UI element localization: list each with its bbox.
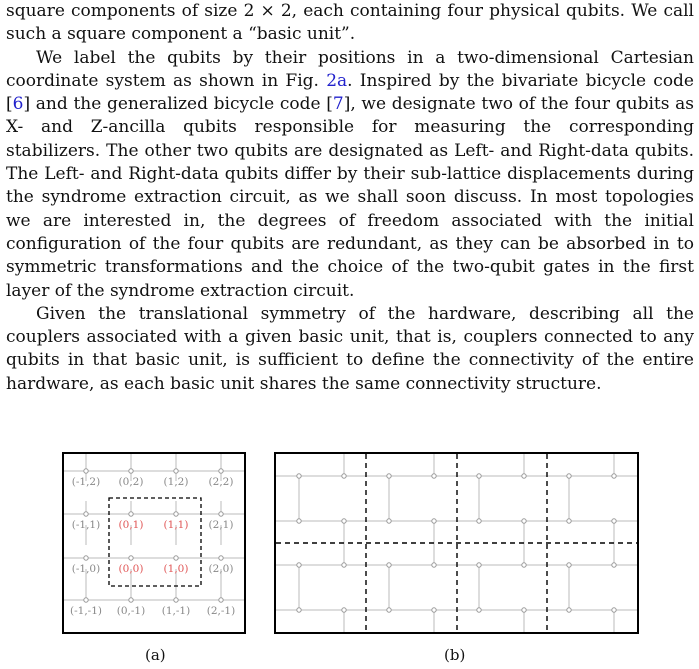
qubit-node [342, 608, 346, 612]
qubit-node [129, 598, 133, 602]
qubit-node [477, 608, 481, 612]
paragraph [6, 0, 694, 47]
text-run: Given the translational symmetry of the hardware, describing all the couplers associated with a given basic unit, that is, couplers connected to any qubits in that basic unit, is sufficient to define the connectivity of the entire hardware, as each basic unit shares the same connectivity structure. [6, 303, 694, 394]
qubit-node [297, 563, 301, 567]
qubit-node [432, 608, 436, 612]
qubit-node [129, 469, 133, 473]
qubit-node [84, 556, 88, 560]
qubit-node [612, 519, 616, 523]
figure-b-lattice [276, 454, 637, 632]
qubit-node [219, 556, 223, 560]
qubit-node [297, 474, 301, 478]
qubit-node [342, 474, 346, 478]
qubit-node [219, 512, 223, 516]
qubit-node [84, 598, 88, 602]
qubit-node [612, 608, 616, 612]
qubit-coordinate-label: (2,-1) [206, 605, 236, 617]
figure-b-caption: (b) [444, 646, 466, 664]
qubit-node [387, 608, 391, 612]
text-run: . Inspired by the bivariate bicycle code [ [6, 70, 694, 115]
qubit-node [342, 519, 346, 523]
qubit-node [174, 512, 178, 516]
qubit-node [432, 519, 436, 523]
qubit-node [342, 563, 346, 567]
figure-a-caption: (a) [145, 646, 166, 664]
qubit-node [477, 474, 481, 478]
reference-link[interactable]: 6 [12, 94, 24, 115]
qubit-node [567, 608, 571, 612]
figure-a-panel [62, 452, 246, 634]
qubit-node [297, 608, 301, 612]
qubit-coordinate-label: (2,1) [208, 519, 234, 531]
qubit-node [387, 563, 391, 567]
qubit-coordinate-label: (1,-1) [161, 605, 191, 617]
qubit-node [297, 519, 301, 523]
qubit-coordinate-label: (0,2) [118, 476, 144, 488]
reference-link[interactable]: 2a [326, 70, 348, 91]
qubit-node [174, 598, 178, 602]
qubit-node [612, 474, 616, 478]
paragraph [6, 47, 694, 303]
qubit-node [567, 519, 571, 523]
qubit-node [432, 563, 436, 567]
paragraph [6, 303, 694, 396]
text-run: We label the qubits by their positions in a two-dimensional Cartesian coordinate system as shown in Fig. [6, 47, 694, 91]
qubit-node [432, 474, 436, 478]
qubit-coordinate-label: (1,0) [163, 563, 189, 575]
figure-a-lattice [64, 454, 244, 632]
qubit-node [387, 519, 391, 523]
qubit-coordinate-label: (-1,-1) [70, 605, 102, 617]
qubit-node [612, 563, 616, 567]
qubit-coordinate-label: (1,2) [163, 476, 189, 488]
qubit-node [522, 474, 526, 478]
text-run: square components of size 2 × 2, each containing four physical qubits. We call such a square component a “basic unit”. [6, 1, 694, 45]
qubit-coordinate-label: (2,2) [208, 476, 234, 488]
qubit-node [219, 598, 223, 602]
qubit-coordinate-label: (0,1) [118, 519, 144, 531]
qubit-node [84, 469, 88, 473]
qubit-node [477, 563, 481, 567]
qubit-coordinate-label: (-1,2) [71, 476, 101, 488]
qubit-coordinate-label: (-1,1) [71, 519, 101, 531]
body-text [6, 0, 694, 396]
qubit-node [522, 563, 526, 567]
qubit-node [84, 512, 88, 516]
qubit-node [219, 469, 223, 473]
qubit-coordinate-label: (2,0) [208, 563, 234, 575]
qubit-node [567, 474, 571, 478]
qubit-node [522, 608, 526, 612]
qubit-node [174, 556, 178, 560]
reference-link[interactable]: 7 [332, 94, 344, 115]
qubit-coordinate-label: (-1,0) [71, 563, 101, 575]
qubit-coordinate-label: (1,1) [163, 519, 189, 531]
qubit-coordinate-label: (0,0) [118, 563, 144, 575]
qubit-node [567, 563, 571, 567]
qubit-node [174, 469, 178, 473]
text-run: ], we designate two of the four qubits as X- and Z-ancilla qubits responsible for measuring the corresponding stabilizers. The other two qubits are designated as Left- and Right-data qubits. The Left- and Right-data qubits differ by their sub-lattice displacements during the syndrome extraction circuit, as we shall soon discuss. In most topologies we are interested in, the degrees of freedom associated with the initial configuration of the four qubits are redundant, as they can be absorbed in to symmetric transformations and the choice of the two-qubit gates in the first layer of the syndrome extraction circuit. [6, 94, 694, 301]
qubit-node [129, 512, 133, 516]
qubit-node [522, 519, 526, 523]
qubit-node [129, 556, 133, 560]
figure-b-panel [274, 452, 639, 634]
text-run: ] and the generalized bicycle code [ [23, 94, 333, 115]
qubit-node [387, 474, 391, 478]
qubit-coordinate-label: (0,-1) [116, 605, 146, 617]
qubit-node [477, 519, 481, 523]
